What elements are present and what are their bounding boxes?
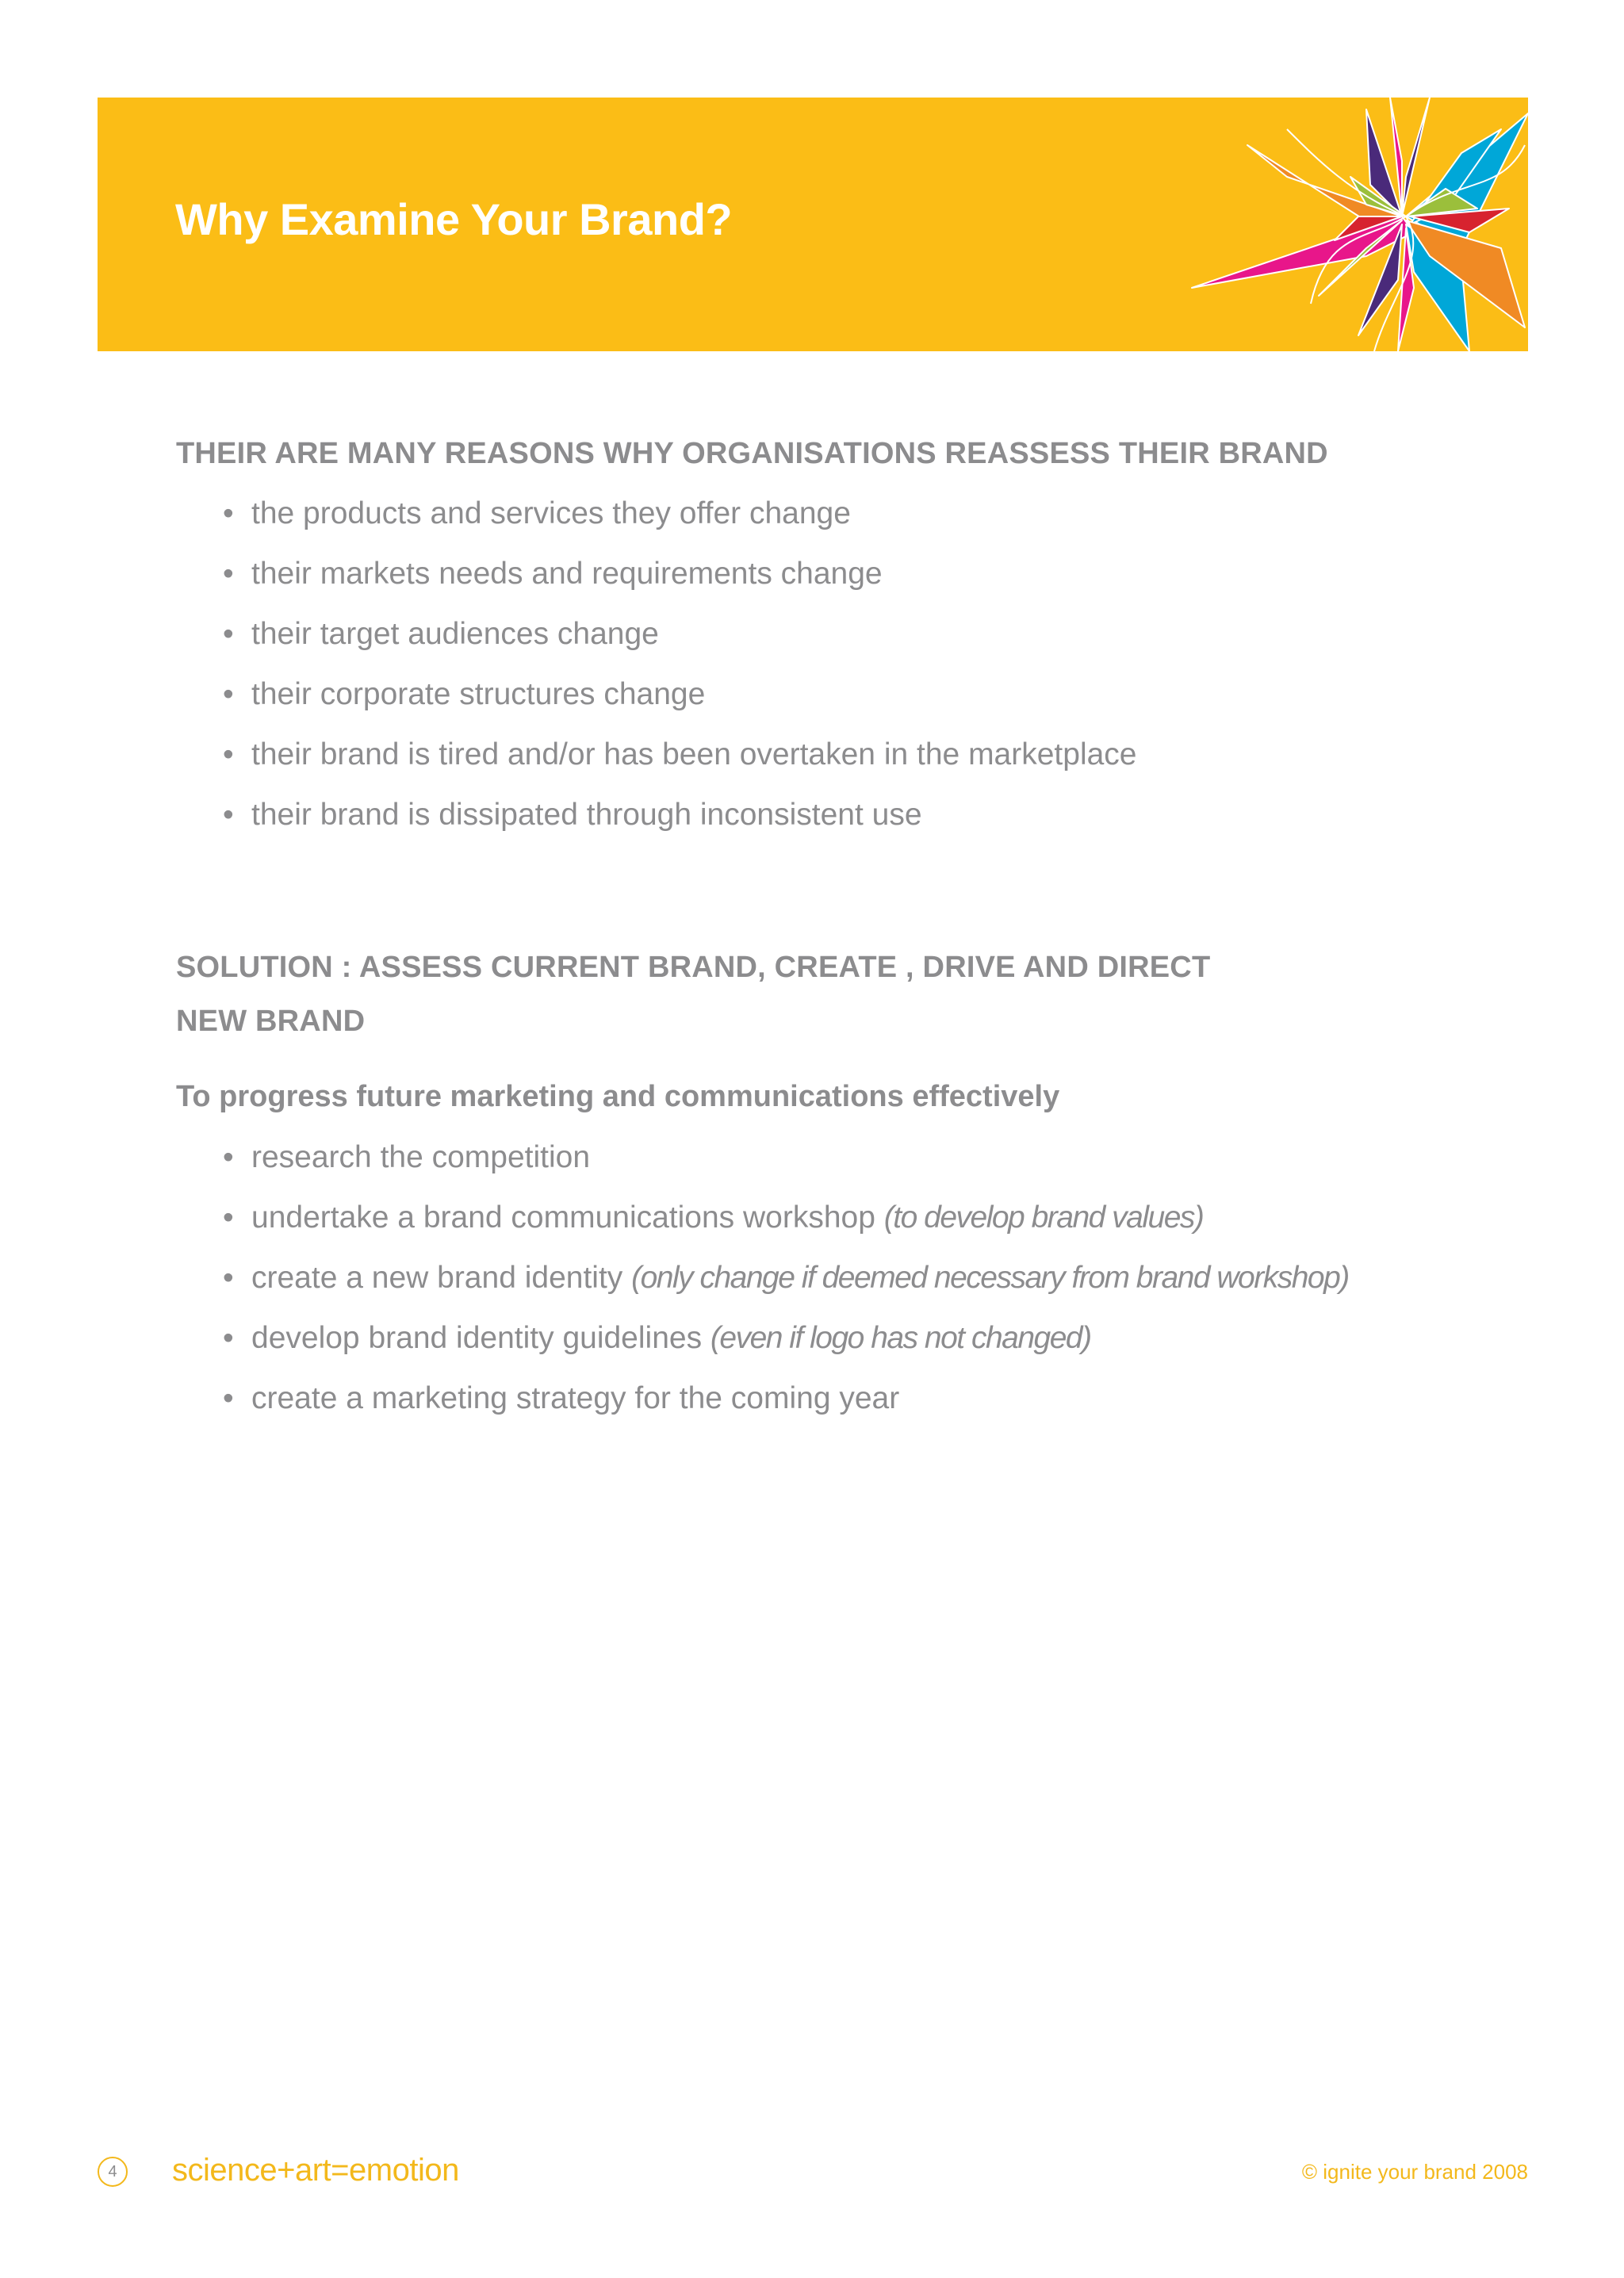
list-item-note: (only change if deemed necessary from brand workshop) (631, 1261, 1349, 1295)
bullet-glyph: • (223, 1140, 234, 1174)
list-item (224, 544, 1137, 604)
list-item (224, 1128, 1349, 1188)
solution-heading (176, 940, 1210, 1048)
list-item-text: develop brand identity guidelines (251, 1321, 710, 1355)
footer-tagline: science+art=emotion (172, 2153, 459, 2188)
list-item-text: their corporate structures change (251, 677, 706, 711)
bullet-glyph: • (223, 617, 234, 651)
list-item-note: (to develop brand values) (883, 1200, 1204, 1235)
bullet-glyph: • (223, 1200, 234, 1235)
solution-subheading: To progress future marketing and communications effectively (176, 1080, 1060, 1113)
bullet-glyph: • (223, 677, 234, 711)
bullet-glyph: • (223, 1261, 234, 1295)
solution-list (224, 1128, 1349, 1429)
bullet-glyph: • (223, 1381, 234, 1415)
list-item-text: create a new brand identity (251, 1261, 632, 1295)
list-item (224, 604, 1137, 664)
solution-heading-line1: SOLUTION : ASSESS CURRENT BRAND, CREATE , DRIVE AND DIRECT (176, 951, 1211, 984)
list-item (224, 1308, 1349, 1369)
list-item (224, 1369, 1349, 1429)
list-item (224, 725, 1137, 785)
list-item-text: their target audiences change (251, 617, 659, 651)
bullet-glyph: • (223, 496, 234, 530)
list-item-text: research the competition (251, 1140, 591, 1174)
footer-copyright: © ignite your brand 2008 (1301, 2160, 1528, 2184)
page-title: Why Examine Your Brand? (175, 194, 733, 244)
list-item-text: their markets needs and requirements change (251, 557, 883, 591)
bullet-glyph: • (223, 737, 234, 771)
list-item (224, 1248, 1349, 1308)
bullet-glyph: • (223, 798, 234, 832)
list-item-text: create a marketing strategy for the coming year (251, 1381, 900, 1415)
list-item (224, 1188, 1349, 1248)
list-item (224, 484, 1137, 544)
list-item-text: their brand is dissipated through inconsistent use (251, 798, 922, 832)
reasons-list (224, 484, 1137, 845)
header-banner (98, 98, 1528, 351)
list-item-note: (even if logo has not changed) (710, 1321, 1091, 1355)
list-item (224, 664, 1137, 725)
page-number: 4 (98, 2157, 128, 2187)
solution-heading-line2: NEW BRAND (176, 1005, 366, 1038)
reasons-heading: THEIR ARE MANY REASONS WHY ORGANISATIONS REASSESS THEIR BRAND (176, 437, 1328, 470)
starburst-graphic (1128, 98, 1528, 351)
list-item-text: the products and services they offer change (251, 496, 851, 530)
bullet-glyph: • (223, 557, 234, 591)
list-item-text: their brand is tired and/or has been overtaken in the marketplace (251, 737, 1137, 771)
bullet-glyph: • (223, 1321, 234, 1355)
list-item-text: undertake a brand communications workshop (251, 1200, 884, 1235)
list-item (224, 785, 1137, 845)
